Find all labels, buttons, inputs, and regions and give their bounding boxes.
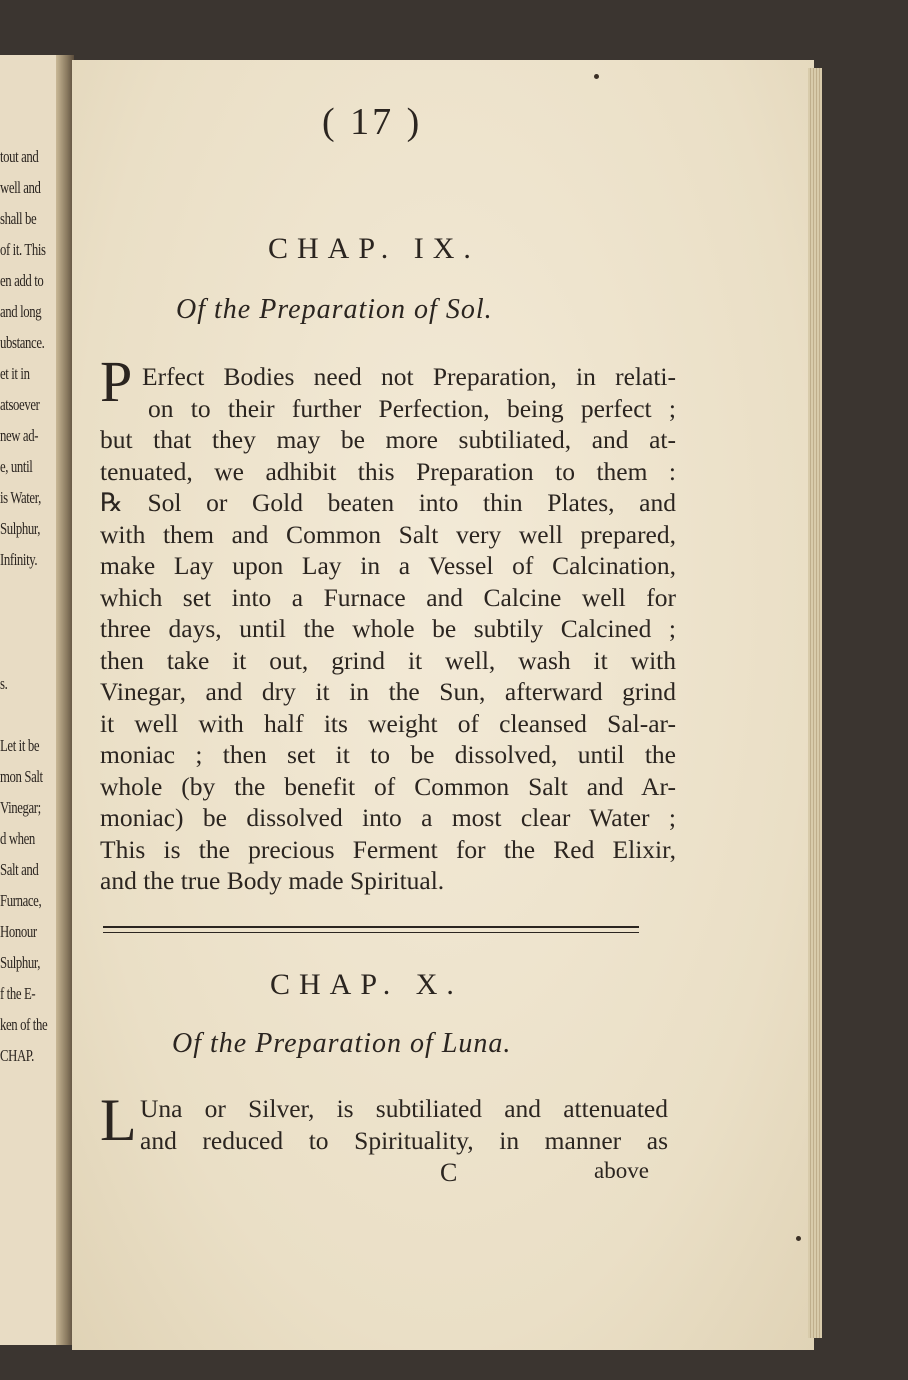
chapter-9-subtitle: Of the Preparation of Sol. <box>176 294 493 325</box>
text-line: on to their further Perfection, being perfect ; <box>148 393 676 423</box>
facing-page-line: ubstance. <box>0 333 45 352</box>
text-line: Vinegar, and dry it in the Sun, afterward grind <box>100 677 676 706</box>
facing-page-line: e, until <box>0 457 33 476</box>
facing-page-line: Let it be <box>0 736 40 755</box>
facing-page-line: Sulphur, <box>0 519 41 538</box>
signature-mark: C <box>440 1158 458 1187</box>
text-line: which set into a Furnace and Calcine well for <box>100 582 676 612</box>
facing-page-line: atsoever <box>0 395 40 414</box>
chapter-10-dropcap: L <box>100 1087 137 1153</box>
text-line: and reduced to Spirituality, in manner as <box>140 1125 668 1155</box>
text-line: moniac ; then set it to be dissolved, until the <box>100 740 676 769</box>
facing-page-line: and long <box>0 302 42 321</box>
facing-page-line: mon Salt <box>0 767 43 786</box>
text-line: and the true Body made Spiritual. <box>100 866 445 895</box>
section-rule <box>103 926 639 933</box>
text-line: three days, until the whole be subtily Calcined ; <box>100 614 676 643</box>
page-speck <box>796 1236 801 1241</box>
text-line: then take it out, grind it well, wash it with <box>100 645 676 675</box>
text-line: ℞ Sol or Gold beaten into thin Plates, and <box>100 488 676 517</box>
page-edges <box>808 68 822 1338</box>
text-line: This is the precious Ferment for the Red Elixir, <box>100 834 676 864</box>
page-speck <box>594 74 599 79</box>
facing-page-line: en add to <box>0 271 44 290</box>
facing-page-line: Honour <box>0 922 37 941</box>
text-line: but that they may be more subtiliated, and at- <box>100 425 676 454</box>
facing-page-line: of it. This <box>0 240 46 259</box>
text-line: with them and Common Salt very well prepared, <box>100 519 676 549</box>
facing-page-line: ken of the <box>0 1015 48 1034</box>
facing-page-line: new ad- <box>0 426 39 445</box>
facing-page-line: d when <box>0 829 35 848</box>
facing-page-line: s. <box>0 674 8 693</box>
chapter-9-heading: CHAP. IX. <box>268 232 480 265</box>
facing-page-line: Furnace, <box>0 891 42 910</box>
facing-page-line: shall be <box>0 209 37 228</box>
facing-page-line: Infinity. <box>0 550 38 569</box>
text-line: make Lay upon Lay in a Vessel of Calcination, <box>100 551 676 580</box>
chapter-10-heading: CHAP. X. <box>270 968 463 1001</box>
chapter-10-subtitle: Of the Preparation of Luna. <box>172 1028 512 1059</box>
text-line: Erfect Bodies need not Preparation, in relati- <box>142 362 676 391</box>
facing-page-line: Salt and <box>0 860 39 879</box>
facing-page-line: et it in <box>0 364 30 383</box>
page-number: ( 17 ) <box>322 101 423 143</box>
facing-page-line: is Water, <box>0 488 41 507</box>
text-line: moniac) be dissolved into a most clear Water ; <box>100 803 676 832</box>
text-line: Una or Silver, is subtiliated and attenuated <box>140 1094 668 1123</box>
text-line: whole (by the benefit of Common Salt and Ar- <box>100 771 676 801</box>
catchword: above <box>594 1158 649 1183</box>
facing-page-line: Vinegar; <box>0 798 41 817</box>
facing-page-line: CHAP. <box>0 1046 34 1065</box>
facing-page-line: Sulphur, <box>0 953 41 972</box>
text-line: tenuated, we adhibit this Preparation to them : <box>100 456 676 486</box>
facing-page-line: f the E- <box>0 984 36 1003</box>
text-line: it well with half its weight of cleansed Sal-ar- <box>100 708 676 738</box>
facing-page-line: tout and <box>0 147 39 166</box>
chapter-9-dropcap: P <box>100 349 133 414</box>
facing-page-line: well and <box>0 178 41 197</box>
